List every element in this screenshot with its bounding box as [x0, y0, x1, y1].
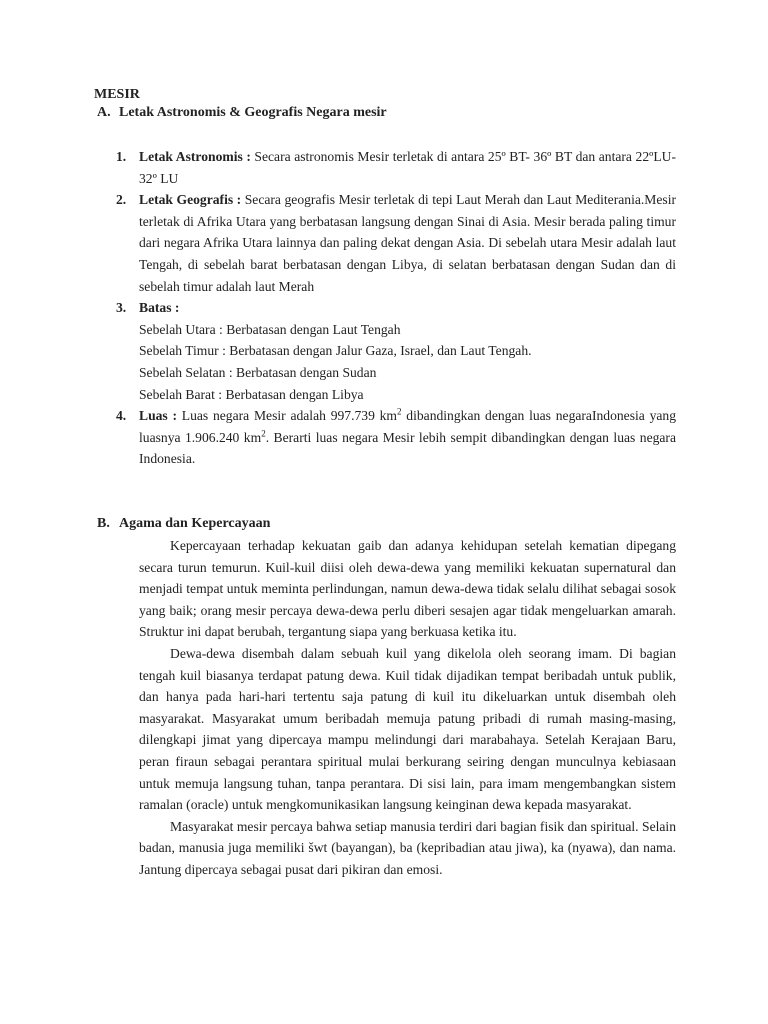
section-a-list [116, 146, 676, 470]
list-item-letak-geografis [116, 189, 676, 297]
section-a-title: Letak Astronomis & Geografis Negara mesir [119, 105, 387, 120]
list-item-number: 3. [116, 300, 127, 316]
section-b-heading [97, 515, 270, 533]
luas-text-part1: Luas negara Mesir adalah 997.739 km [177, 408, 398, 424]
list-item-label: Letak Geografis : [139, 192, 242, 208]
section-b-letter: B. [97, 516, 110, 531]
batas-timur: Sebelah Timur : Berbatasan dengan Jalur Gaza, Israel, dan Laut Tengah. [139, 343, 532, 359]
section-b-title: Agama dan Kepercayaan [119, 516, 271, 531]
list-item-text: Secara astronomis Mesir terletak di antara 25º BT- 36º BT dan antara 22ºLU- 32º LU [139, 149, 676, 186]
section-b-body [139, 535, 676, 881]
list-item-label: Batas : [139, 300, 180, 316]
batas-barat: Sebelah Barat : Berbatasan dengan Libya [139, 386, 364, 402]
list-item-luas [116, 405, 676, 470]
list-item-number: 2. [116, 192, 127, 208]
superscript-2: 2 [261, 428, 266, 439]
list-item-label: Letak Astronomis : [139, 149, 251, 164]
luas-text-part3: . Berarti luas negara Mesir lebih sempit dibandingkan dengan luas negara Indonesia. [139, 429, 676, 467]
batas-utara: Sebelah Utara : Berbatasan dengan Laut Tengah [139, 321, 401, 337]
list-item-number: 4. [116, 408, 127, 424]
list-item-batas [116, 297, 676, 405]
list-item-letak-astronomis [116, 146, 676, 189]
paragraph-masyarakat: Masyarakat mesir percaya bahwa setiap manusia terdiri dari bagian fisik dan spiritual. Selain badan, manusia juga memiliki šwt (bayangan), ba (kepribadian atau jiwa), ka (nyawa), dan nama. Jantung dipercaya sebagai pusat dari pikiran dan emosi. [139, 818, 676, 877]
superscript-2: 2 [397, 406, 402, 417]
document-title: MESIR [94, 87, 140, 102]
section-a-letter: A. [97, 105, 111, 120]
luas-text-part2: dibandingkan dengan luas negaraIndonesia yang luasnya 1.906.240 km [139, 408, 676, 445]
paragraph-dewa-dewa: Dewa-dewa disembah dalam sebuah kuil yang dikelola oleh seorang imam. Di bagian tengah kuil biasanya terdapat patung dewa. Kuil tidak dijadikan tempat beribadah untuk publik, dan hanya pada hari-hari tertentu saja patung di kuil itu dikeluarkan untuk disembah oleh masyarakat. Masyarakat umum beribadah memuja patung pribadi di rumah masing-masing, dilengkapi jimat yang dipercaya mampu melindungi dari marabahaya. Setelah Kerajaan Baru, peran firaun sebagai perantara spiritual mulai berkurang seiring dengan munculnya kebiasaan untuk memuja langsung tuhan, tanpa perantara. Di sisi lain, para imam mengembangkan sistem ramalan (oracle) untuk mengkomunikasikan langsung keinginan dewa kepada masyarakat. [139, 645, 676, 813]
list-item-text: Secara geografis Mesir terletak di tepi Laut Merah dan Laut Mediterania.Mesir terletak di Afrika Utara yang berbatasan langsung dengan Sinai di Asia. Mesir berada paling timur dari negara Afrika Utara lainnya dan paling dekat dengan Asia. Di sebelah utara Mesir adalah laut Tengah, di sebelah barat berbatasan dengan Libya, di selatan berbatasan dengan Sudan dan di sebelah timur adalah laut Merah [139, 192, 676, 294]
list-item-label: Luas : [139, 408, 178, 424]
paragraph-kepercayaan: Kepercayaan terhadap kekuatan gaib dan adanya kehidupan setelah kematian dipegang secara turun temurun. Kuil-kuil diisi oleh dewa-dewa yang memiliki kekuatan supernatural dan menjadi tempat untuk meminta perlindungan, namun dewa-dewa tidak selalu dilihat sebagai sosok yang baik; orang mesir percaya dewa-dewa perlu diberi sesajen agar tidak mengeluarkan amarah. Struktur ini dapat berubah, tergantung siapa yang berkuasa ketika itu. [139, 538, 676, 640]
list-item-number: 1. [116, 149, 127, 164]
batas-selatan: Sebelah Selatan : Berbatasan dengan Sudan [139, 364, 377, 380]
section-a-heading [97, 104, 387, 122]
